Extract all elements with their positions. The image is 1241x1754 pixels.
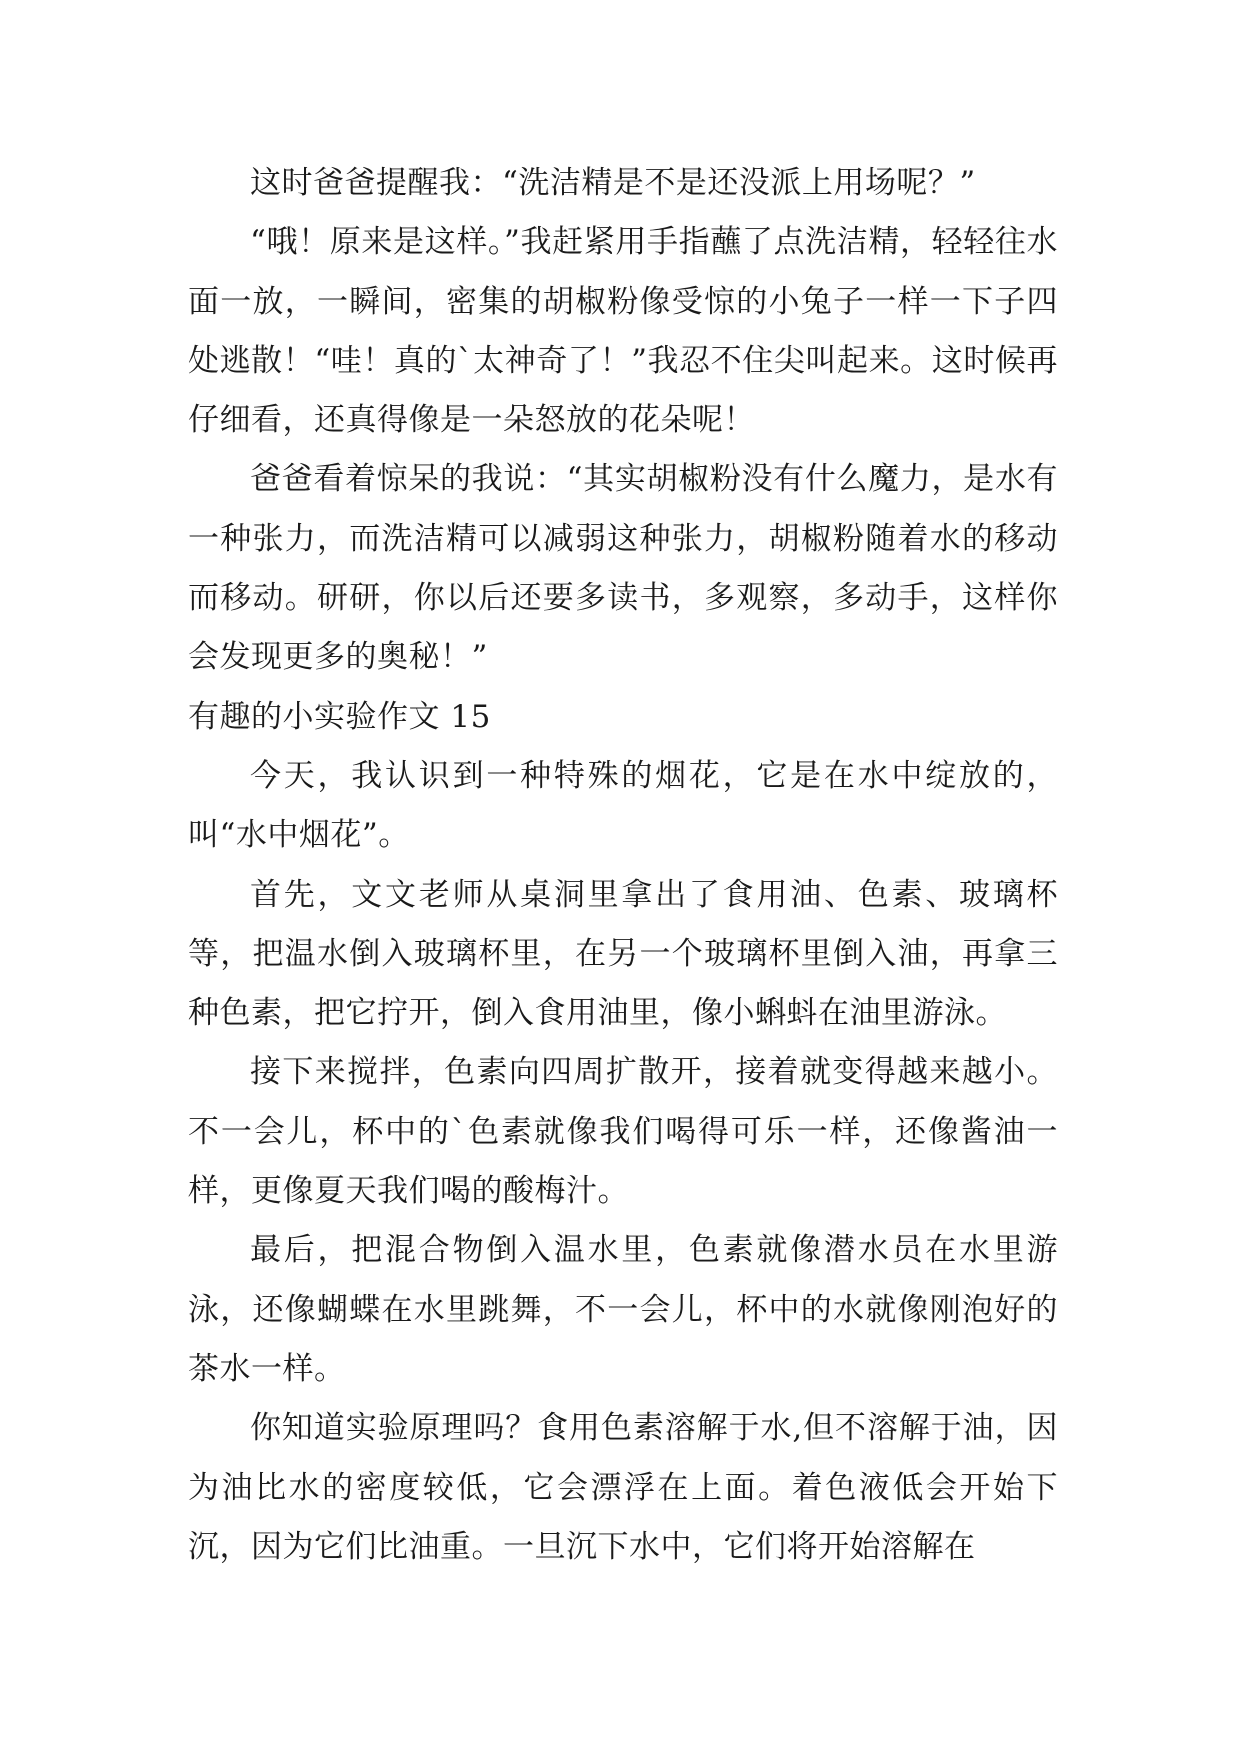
document-body	[188, 154, 1058, 1577]
paragraph-first-step: 首先，文文老师从桌洞里拿出了食用油、色素、玻璃杯等，把温水倒入玻璃杯里，在另一个玻璃杯里倒入油，再拿三种色素，把它拧开，倒入食用油里，像小蝌蚪在油里游泳。	[188, 876, 1058, 1032]
paragraph-principle: 你知道实验原理吗？食用色素溶解于水,但不溶解于油，因为油比水的密度较低，它会漂浮在上面。着色液低会开始下沉，因为它们比油重。一旦沉下水中，它们将开始溶解在	[188, 1410, 1058, 1565]
paragraph-stirring: 接下来搅拌，色素向四周扩散开，接着就变得越来越小。不一会儿，杯中的`色素就像我们喝得可乐一样，还像酱油一样，更像夏天我们喝的酸梅汁。	[188, 1054, 1058, 1210]
paragraph-dad-explanation: 爸爸看着惊呆的我说：“其实胡椒粉没有什么魔力，是水有一种张力，而洗洁精可以减弱这种张力，胡椒粉随着水的移动而移动。研研，你以后还要多读书，多观察，多动手，这样你会发现更多的奥秘！”	[188, 461, 1058, 676]
paragraph-dad-reminder: 这时爸爸提醒我：“洗洁精是不是还没派上用场呢？”	[250, 165, 976, 201]
section-title: 有趣的小实验作文 15	[188, 698, 491, 735]
paragraph-intro: 今天，我认识到一种特殊的烟花，它是在水中绽放的，叫“水中烟花”。	[188, 757, 1058, 854]
paragraph-pepper-scatter: “哦！原来是这样。”我赶紧用手指蘸了点洗洁精，轻轻往水面一放，一瞬间，密集的胡椒粉像受惊的小兔子一样一下子四处逃散！“哇！真的`太神奇了！”我忍不住尖叫起来。这时候再仔细看，还真得像是一朵怒放的花朵呢！	[188, 224, 1058, 439]
paragraph-final-step: 最后，把混合物倒入温水里，色素就像潜水员在水里游泳，还像蝴蝶在水里跳舞，不一会儿，杯中的水就像刚泡好的茶水一样。	[188, 1232, 1058, 1387]
